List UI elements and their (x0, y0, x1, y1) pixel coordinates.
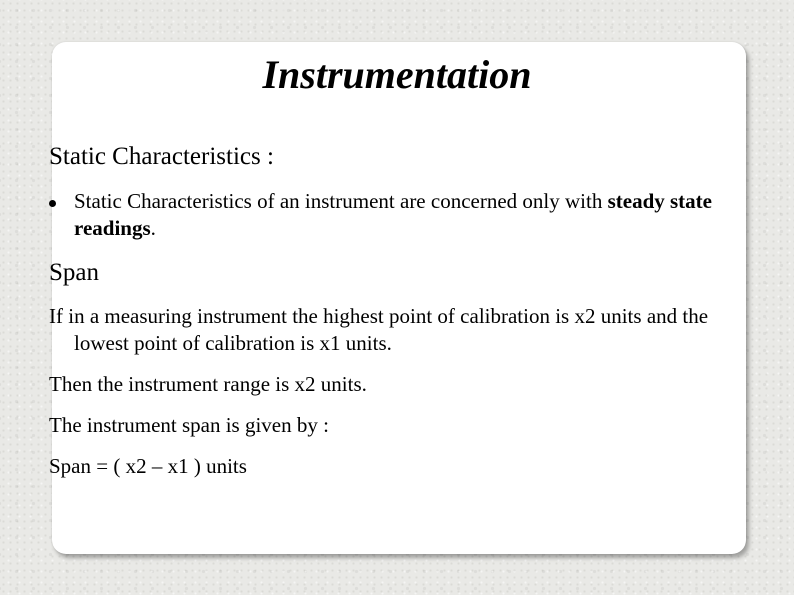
slide-content (49, 141, 759, 480)
span-formula: Span = ( x2 – x1 ) units (49, 454, 247, 478)
static-characteristics-heading: Static Characteristics : (49, 143, 274, 170)
bullet-text-end: . (150, 216, 156, 240)
span-paragraph-3: The instrument span is given by : (49, 413, 329, 437)
slide-title: Instrumentation (262, 52, 532, 97)
bullet-bold-text: steady state readings (74, 189, 712, 240)
bullet-text-start: Static Characteristics of an instrument are concerned only with (74, 189, 608, 213)
bullet-dot-icon (49, 200, 56, 207)
static-characteristics-list (49, 188, 759, 242)
span-paragraph-1: If in a measuring instrument the highest point of calibration is x2 units and the lowest point of calibration is x1 units. (49, 304, 709, 355)
span-heading: Span (49, 259, 99, 286)
static-characteristics-bullet (49, 188, 759, 242)
span-paragraph-2: Then the instrument range is x2 units. (49, 372, 367, 396)
